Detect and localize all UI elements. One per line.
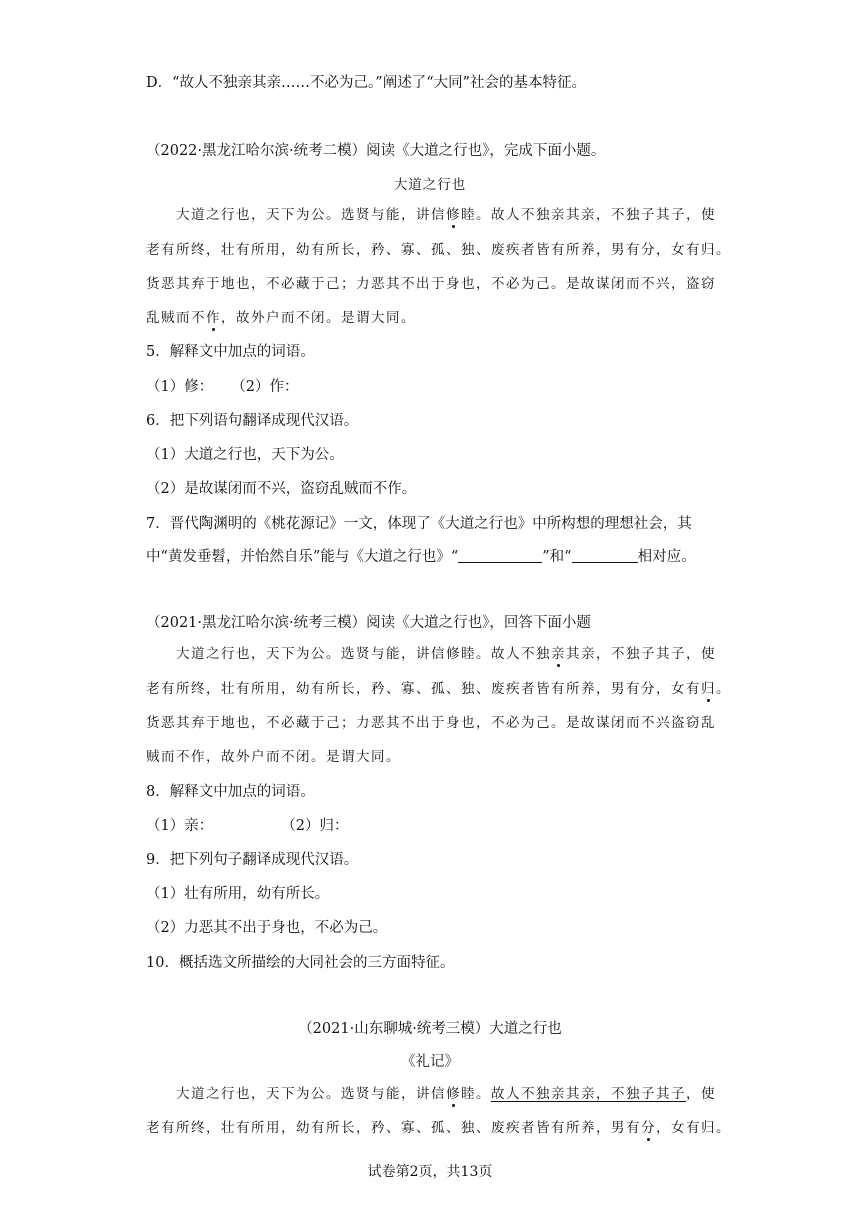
question-7-line-2: 中“黄发垂髫，并怡然自乐”能与《大道之行也》“ ”和“ 相对应。 bbox=[146, 549, 696, 565]
question-9: 9．把下列句子翻译成现代汉语。 bbox=[146, 852, 359, 868]
passage-1-line-1: 大道之行也，天下为公。选贤与能，讲信修睦。故人不独亲其亲，不独子其子，使 bbox=[176, 207, 716, 223]
option-d: D．“故人不独亲其亲……不必为己。”阐述了“大同”社会的基本特征。 bbox=[146, 75, 587, 91]
question-10: 10．概括选文所描绘的大同社会的三方面特征。 bbox=[146, 955, 455, 971]
source-line-2: （2021·黑龙江哈尔滨·统考三模）阅读《大道之行也》，回答下面小题 bbox=[146, 615, 591, 631]
question-5: 5．解释文中加点的词语。 bbox=[146, 344, 315, 360]
passage-title-1: 大道之行也 bbox=[393, 177, 467, 193]
dotted-char: 作 bbox=[206, 310, 221, 326]
answer-blank bbox=[572, 548, 638, 563]
passage-2-line-2: 老有所终，壮有所用，幼有所长，矜、寡、孤、独、废疾者皆有所养，男有分，女有归。 bbox=[146, 681, 731, 697]
dotted-char: 修 bbox=[446, 207, 461, 223]
question-6-item-2: （2）是故谋闭而不兴，盗窃乱贼而不作。 bbox=[146, 481, 417, 497]
dotted-char: 分 bbox=[641, 1120, 656, 1136]
passage-2-line-3: 货恶其弃于地也，不必藏于己；力恶其不出于身也，不必为己。是故谋闭而不兴盗窃乱 bbox=[146, 715, 716, 731]
source-line-1: （2022·黑龙江哈尔滨·统考二模）阅读《大道之行也》，完成下面小题。 bbox=[146, 143, 606, 159]
dotted-char: 亲 bbox=[551, 646, 566, 662]
question-8-items: （1）亲： （2）归： bbox=[146, 818, 349, 834]
dotted-char: 修 bbox=[446, 1086, 461, 1102]
answer-blank bbox=[458, 548, 542, 563]
question-9-item-1: （1）壮有所用，幼有所长。 bbox=[146, 886, 330, 902]
source-line-3: （2021·山东聊城·统考三模）大道之行也 bbox=[298, 1021, 562, 1037]
passage-1-line-3: 货恶其弃于地也，不必藏于己；力恶其不出于身也，不必为己。是故谋闭而不兴，盗窃 bbox=[146, 276, 716, 292]
passage-3-line-2: 老有所终，壮有所用，幼有所长，矜、寡、孤、独、废疾者皆有所养，男有分，女有归。 bbox=[146, 1120, 731, 1136]
dotted-char: 归 bbox=[701, 681, 716, 697]
question-5-items: （1）修： （2）作： bbox=[146, 379, 299, 395]
question-6: 6．把下列语句翻译成现代汉语。 bbox=[146, 413, 359, 429]
passage-2-line-1: 大道之行也，天下为公。选贤与能，讲信修睦。故人不独亲其亲，不独子其子，使 bbox=[176, 646, 716, 662]
passage-1-line-2: 老有所终，壮有所用，幼有所长，矜、寡、孤、独、废疾者皆有所养，男有分，女有归。 bbox=[146, 242, 731, 258]
passage-3-line-1: 大道之行也，天下为公。选贤与能，讲信修睦。故人不独亲其亲，不独子其子，使 bbox=[176, 1086, 716, 1102]
underlined-phrase: 故人不独亲其亲，不独子其子 bbox=[491, 1086, 686, 1102]
passage-subtitle: 《礼记》 bbox=[401, 1054, 459, 1070]
question-6-item-1: （1）大道之行也，天下为公。 bbox=[146, 447, 344, 463]
question-9-item-2: （2）力恶其不出于身也，不必为己。 bbox=[146, 920, 388, 936]
page-footer: 试卷第2页，共13页 bbox=[367, 1164, 493, 1180]
passage-1-line-4: 乱贼而不作，故外户而不闭。是谓大同。 bbox=[146, 310, 416, 326]
passage-2-line-4: 贼而不作，故外户而不闭。是谓大同。 bbox=[146, 749, 401, 765]
question-7-line-1: 7．晋代陶渊明的《桃花源记》一文，体现了《大道之行也》中所构想的理想社会，其 bbox=[146, 516, 692, 532]
question-8: 8．解释文中加点的词语。 bbox=[146, 784, 315, 800]
